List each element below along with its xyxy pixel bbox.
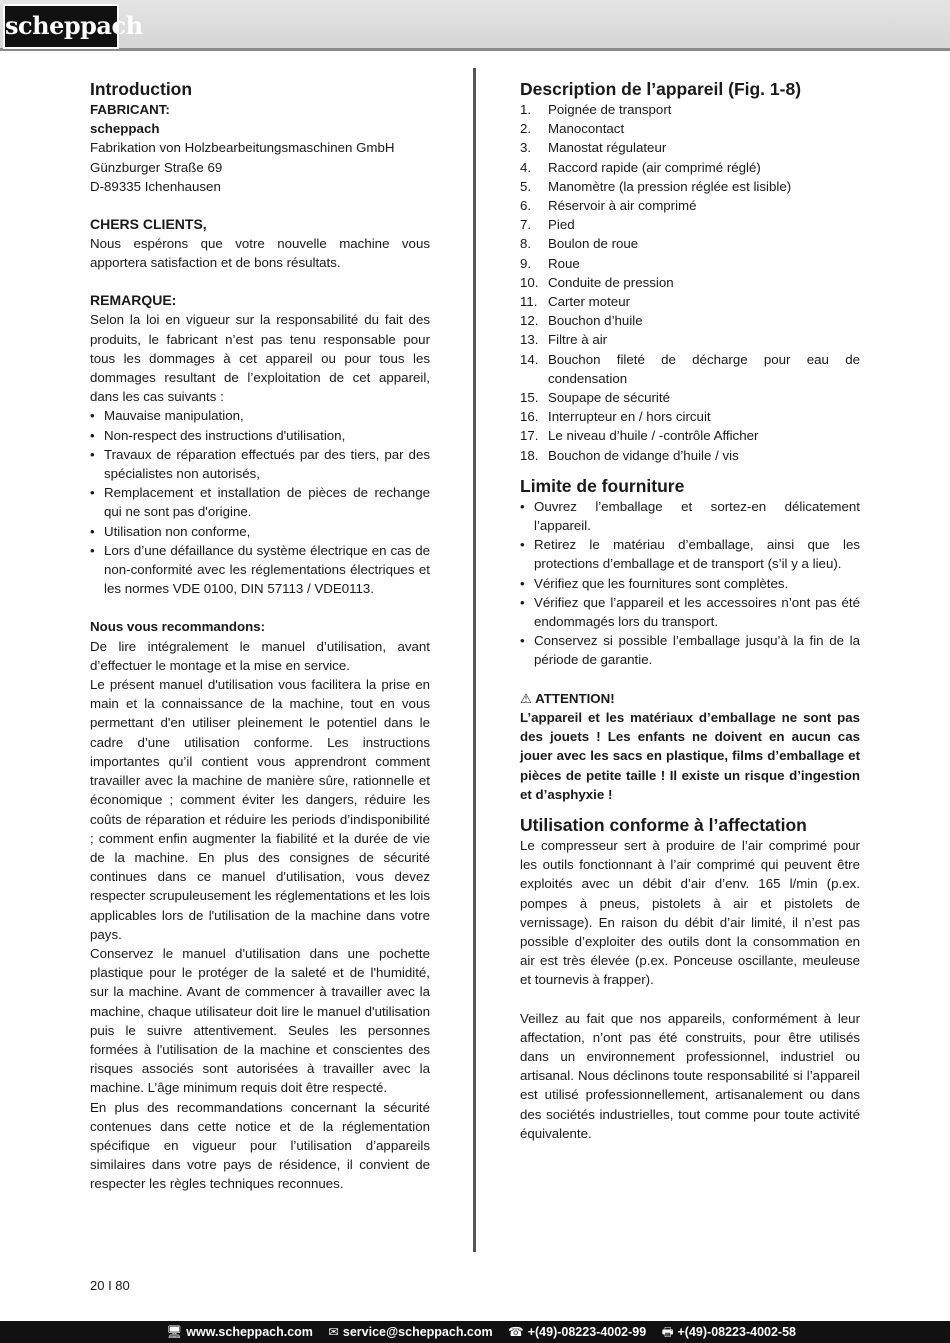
list-item: 2. Manocontact (520, 121, 625, 137)
list-item: 15. Soupape de sécurité (520, 390, 670, 406)
phone-icon: ☎ (508, 1325, 524, 1339)
fabricant-label: FABRICANT: (90, 102, 170, 117)
recommend-paragraph: Conservez le manuel d'utilisation dans une pochette plastique pour le protéger de la saleté et de l'humidité, sur la machine. Avant de commencer à travailler avec la machine, chaque utilisateur doit lire le manuel d'utilisation puis le suivre attentivement. Seules les personnes formées à l'utilisation de la machine et conscientes des risques associés sont autorisées à travailler avec la machine. L’âge minimum requis doit être respecté. (90, 945, 430, 1096)
list-item: 1. Poignée de transport (520, 102, 672, 117)
fax-icon: 🖶 (661, 1325, 674, 1339)
list-item: 14. Bouchon fileté de décharge pour eau de condensation (520, 351, 860, 386)
attention-heading (520, 689, 860, 708)
list-item: • Vérifiez que l’appareil et les accessoires n’ont pas été endommagés lors du transport. (520, 593, 860, 631)
attention-label: ATTENTION! (535, 690, 615, 706)
utilisation-heading: Utilisation conforme à l’affectation (520, 814, 807, 835)
list-item: 13. Filtre à air (520, 332, 608, 348)
attention-text: L’appareil et les matériaux d’emballage ne sont pas des jouets ! Les enfants ne doivent en aucun cas jouer avec les sacs en plastique, films d’emballage et pièces de petite taille ! Il existe un risque d’ingestion et d’asphyxie ! (520, 709, 860, 802)
list-item: • Mauvaise manipulation, (90, 406, 430, 425)
remarque-text: Selon la loi en vigueur sur la responsabilité du fait des produits, le fabricant n’est pas tenu responsable pour tous les dommages à cet appareil ou pour tous les dommages resultant de l’exploitation de cet appareil, dans les cas suivants : (90, 312, 430, 405)
address-line: Günzburger Straße 69 (90, 159, 223, 175)
list-item: • Lors d’une défaillance du système électrique en cas de non-conformité avec les réglementations électriques et les normes VDE 0100, DIN 57113 / VDE0113. (90, 541, 430, 599)
column-divider (473, 68, 476, 1252)
page-number: 20 I 80 (90, 1278, 130, 1293)
list-item: • Retirez le matériau d’emballage, ainsi que les protections d’emballage et de transport (s’il y a lieu). (520, 535, 860, 573)
right-column (520, 78, 860, 1143)
list-item: • Utilisation non conforme, (90, 522, 430, 541)
left-column (90, 78, 430, 1194)
utilisation-paragraph: Veillez au fait que nos appareils, conformément à leur affectation, n’ont pas été construits, pour être utilisés dans un environnement professionnel, industriel ou artisanal. Nous déclinons toute responsabilité si l’appareil est utilisé professionnellement, artisanalement ou dans des sociétés industrielles, tout comme pour toute activité équivalente. (520, 1010, 860, 1141)
warning-icon: ⚠ (520, 690, 532, 706)
list-item: • Conservez si possible l’emballage jusqu’à la fin de la période de garantie. (520, 631, 860, 669)
recommend-paragraph: De lire intégralement le manuel d’utilisation, avant d’effectuer le montage et la mise en service. (90, 638, 430, 673)
utilisation-paragraph: Le compresseur sert à produire de l’air comprimé pour les outils fonctionnant à l’air comprimé qui peuvent être exploités avec un débit d’air d’env. 165 l/min (p.ex. pompes à pneus, pistolets à air et pistolets de vernissage). En raison du débit d’air limité, il n’est pas possible d’exploiter des outils dont la consommation en air est très élevée (p.ex. Ponceuse oscillante, meuleuse et tournevis à frapper). (520, 837, 860, 988)
list-item: 18. Bouchon de vidange d’huile / vis (520, 447, 739, 463)
footer-web[interactable]: 🖥 www.scheppach.com (166, 1325, 313, 1339)
remarque-heading: REMARQUE: (90, 292, 177, 309)
scheppach-logo: scheppach (3, 4, 119, 49)
address-line: D-89335 Ichenhausen (90, 178, 221, 194)
limite-heading: Limite de fourniture (520, 475, 685, 496)
list-item: 9. Roue (520, 255, 580, 271)
list-item: 17. Le niveau d’huile / -contrôle Afficher (520, 428, 759, 444)
remarque-list (90, 406, 430, 598)
list-item: 10. Conduite de pression (520, 274, 674, 290)
footer-bar (0, 1321, 950, 1343)
envelope-icon: ✉ (328, 1325, 339, 1339)
monitor-icon: 🖥 (166, 1325, 183, 1339)
list-item: 3. Manostat régulateur (520, 140, 667, 156)
footer-phone: ☎ +(49)-08223-4002-99 (508, 1325, 647, 1339)
description-heading: Description de l’appareil (Fig. 1-8) (520, 79, 802, 99)
list-item: • Remplacement et installation de pièces de rechange qui ne sont pas d'origine. (90, 483, 430, 521)
list-item: • Vérifiez que les fournitures sont complètes. (520, 574, 860, 593)
list-item: 6. Réservoir à air comprimé (520, 198, 697, 214)
recommend-heading: Nous vous recommandons: (90, 619, 266, 635)
address-line: Fabrikation von Holzbearbeitungsmaschinen GmbH (90, 140, 395, 156)
limite-list (520, 497, 860, 670)
description-list (520, 100, 860, 465)
footer-fax: 🖶 +(49)-08223-4002-58 (661, 1325, 796, 1339)
list-item: • Travaux de réparation effectués par des tiers, par des spécialistes non autorisés, (90, 445, 430, 483)
recommend-paragraph: Le présent manuel d'utilisation vous facilitera la prise en main et la connaissance de la machine, tout en vous permettant d'en utiliser pleinement le potentiel dans le cadre d’une utilisation conforme. Les instructions importantes qu’il contient vous apprendront comment travailler avec la machine de manière sûre, rationnelle et économique ; comment éviter les dangers, réduire les coûts de réparation et réduire les periods d’indisponibilité ; comment enfin augmenter la fiabilité et la durée de vie de la machine. En plus des consignes de sécurité continues dans ce manuel d'utilisation, vous devez respecter scrupuleusement les réglementations et les lois applicables lors de l'utilisation de la machine dans votre pays. (90, 677, 430, 942)
list-item: 4. Raccord rapide (air comprimé réglé) (520, 159, 761, 175)
list-item: 5. Manomètre (la pression réglée est lisible) (520, 178, 792, 194)
list-item: • Non-respect des instructions d'utilisation, (90, 426, 430, 445)
list-item: 12. Bouchon d’huile (520, 313, 643, 329)
introduction-heading: Introduction (90, 79, 193, 99)
company-name: scheppach (90, 121, 160, 137)
list-item: 8. Boulon de roue (520, 236, 639, 252)
recommend-paragraph: En plus des recommandations concernant la sécurité contenues dans cette notice et de la réglementation spécifique en vigueur pour l’utilisation d’appareils similaires dans votre pays de résidence, il convient de respecter les règles techniques reconnues. (90, 1099, 430, 1192)
chers-clients-text: Nous espérons que votre nouvelle machine vous apportera satisfaction et de bons résultats. (90, 236, 430, 271)
list-item: • Ouvrez l’emballage et sortez-en délicatement l’appareil. (520, 497, 860, 535)
list-item: 7. Pied (520, 217, 575, 233)
list-item: 16. Interrupteur en / hors circuit (520, 409, 711, 425)
list-item: 11. Carter moteur (520, 294, 631, 310)
footer-mail[interactable]: ✉ service@scheppach.com (328, 1325, 493, 1339)
chers-clients-heading: CHERS CLIENTS, (90, 216, 207, 233)
